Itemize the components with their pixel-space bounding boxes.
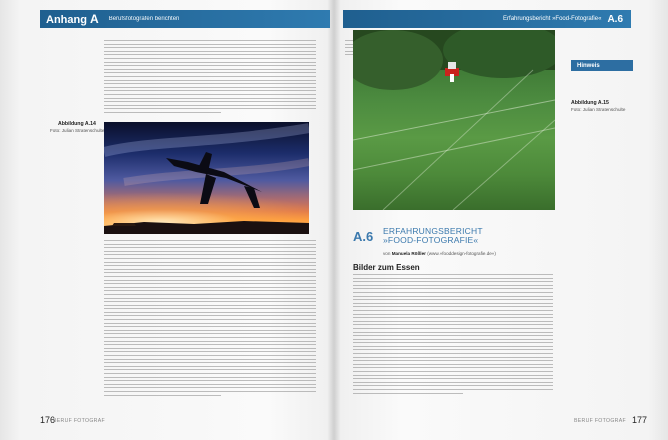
right-header-number: A.6 <box>607 13 623 25</box>
author-line <box>383 251 496 256</box>
sunset-airplane-photo <box>104 122 309 234</box>
food-photo <box>353 30 555 210</box>
section-title-line-2: »FOOD-FOTOGRAFIE« <box>383 235 479 245</box>
section-title-line-1: ERFAHRUNGSBERICHT <box>383 226 483 236</box>
left-page-number: 176 <box>40 415 56 425</box>
right-header-subtitle: Erfahrungsbericht »Food-Fotografie« <box>503 16 602 22</box>
left-text-bottom <box>104 240 316 410</box>
section-word: Anhang <box>46 14 87 26</box>
right-text-bottom <box>353 274 553 410</box>
right-footer-label: BERUF FOTOGRAF <box>574 418 626 424</box>
author-name: Manuela Rößler <box>391 251 426 256</box>
right-page-header <box>343 10 631 28</box>
subheading: Bilder zum Essen <box>353 263 420 272</box>
section-number: A.6 <box>353 229 374 244</box>
left-footer-label: BERUF FOTOGRAF <box>53 418 105 424</box>
left-text-top <box>104 40 316 120</box>
left-header-subtitle: Berufsfotografen berichten <box>108 16 180 22</box>
right-page <box>335 0 668 440</box>
section-label <box>40 12 99 26</box>
figure-caption-label: Abbildung A.14 <box>58 121 96 127</box>
section-title <box>383 227 563 245</box>
section-letter: A <box>90 12 99 26</box>
author-note: (www.»fooddesign-fotografie.de«) <box>427 251 496 256</box>
left-page <box>0 0 333 440</box>
author-prefix: von <box>383 251 391 256</box>
figure-caption-credit: Foto: Julian Stratenschulte <box>50 128 105 133</box>
figure-caption-credit-2: Foto: Julian Stratenschulte <box>571 107 626 112</box>
figure-caption-label-2: Abbildung A.15 <box>571 100 609 106</box>
left-page-header <box>40 10 330 28</box>
right-page-number: 177 <box>632 415 648 425</box>
hinweis-box: Hinweis <box>571 60 633 71</box>
